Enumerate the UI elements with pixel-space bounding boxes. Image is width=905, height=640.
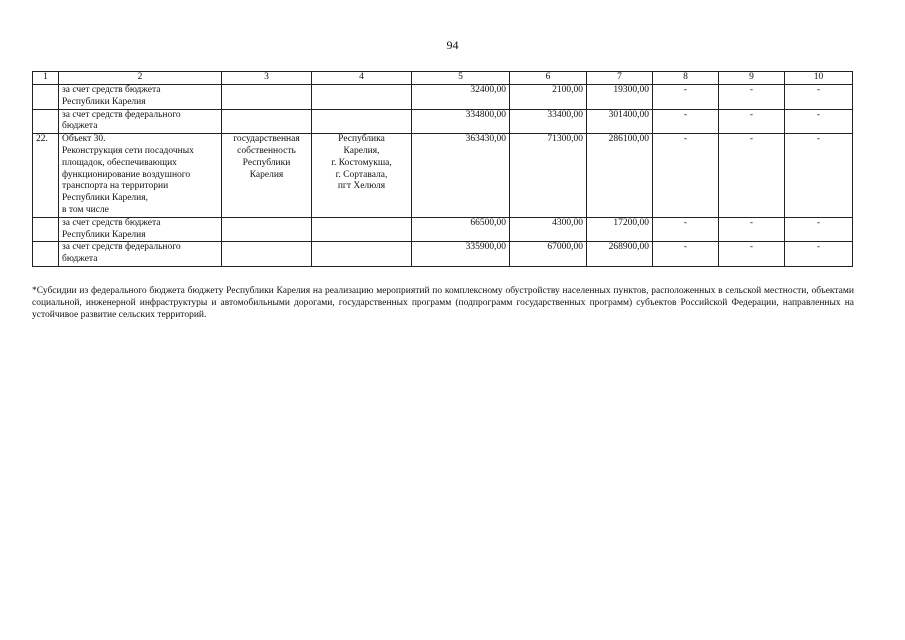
row-number-cell: 22.: [33, 134, 59, 218]
page-number: 94: [446, 38, 459, 52]
table-row: [33, 242, 853, 267]
row-number-cell: [33, 109, 59, 134]
row-value-cell: 4300,00: [510, 217, 587, 242]
row-value-cell: -: [719, 242, 785, 267]
table-row: [33, 85, 853, 110]
row-ownership-cell: [222, 217, 312, 242]
column-header: 6: [510, 72, 587, 85]
row-name-cell: за счет средств бюджета Республики Карелия: [59, 85, 222, 110]
row-location-cell: [312, 217, 412, 242]
row-value-cell: -: [785, 242, 853, 267]
row-value-cell: 335900,00: [412, 242, 510, 267]
table-header-row: [33, 72, 853, 85]
column-header: 9: [719, 72, 785, 85]
budget-table: [32, 71, 853, 267]
column-header: 8: [653, 72, 719, 85]
row-value-cell: -: [719, 217, 785, 242]
column-header: 5: [412, 72, 510, 85]
row-ownership-cell: [222, 85, 312, 110]
row-value-cell: -: [785, 217, 853, 242]
column-header: 7: [587, 72, 653, 85]
row-value-cell: 2100,00: [510, 85, 587, 110]
table-row: [33, 109, 853, 134]
row-ownership-cell: [222, 109, 312, 134]
row-number-cell: [33, 85, 59, 110]
row-value-cell: -: [719, 134, 785, 218]
row-value-cell: 286100,00: [587, 134, 653, 218]
row-value-cell: 67000,00: [510, 242, 587, 267]
row-value-cell: -: [785, 109, 853, 134]
row-ownership-cell: государственная собственность Республики Карелия: [222, 134, 312, 218]
row-value-cell: -: [653, 85, 719, 110]
table-row: [33, 217, 853, 242]
row-ownership-cell: [222, 242, 312, 267]
row-value-cell: 363430,00: [412, 134, 510, 218]
row-name-cell: за счет средств федерального бюджета: [59, 242, 222, 267]
row-value-cell: 19300,00: [587, 85, 653, 110]
row-value-cell: 334800,00: [412, 109, 510, 134]
row-value-cell: 17200,00: [587, 217, 653, 242]
row-location-cell: [312, 109, 412, 134]
column-header: 4: [312, 72, 412, 85]
row-name-cell: Объект 30. Реконструкция сети посадочных площадок, обеспечивающих функционирование воздушного транспорта на территории Республики Карелия, в том числе: [59, 134, 222, 218]
row-value-cell: -: [785, 134, 853, 218]
row-value-cell: -: [653, 217, 719, 242]
table-row: [33, 134, 853, 218]
row-value-cell: 66500,00: [412, 217, 510, 242]
row-value-cell: 71300,00: [510, 134, 587, 218]
row-name-cell: за счет средств бюджета Республики Карелия: [59, 217, 222, 242]
row-value-cell: 268900,00: [587, 242, 653, 267]
column-header: 3: [222, 72, 312, 85]
row-value-cell: -: [785, 85, 853, 110]
row-number-cell: [33, 242, 59, 267]
row-location-cell: [312, 85, 412, 110]
row-location-cell: Республика Карелия, г. Костомукша, г. Сортавала, пгт Хелюля: [312, 134, 412, 218]
column-header: 10: [785, 72, 853, 85]
row-value-cell: 33400,00: [510, 109, 587, 134]
row-number-cell: [33, 217, 59, 242]
row-value-cell: 301400,00: [587, 109, 653, 134]
row-location-cell: [312, 242, 412, 267]
row-name-cell: за счет средств федерального бюджета: [59, 109, 222, 134]
column-header: 2: [59, 72, 222, 85]
row-value-cell: 32400,00: [412, 85, 510, 110]
row-value-cell: -: [719, 85, 785, 110]
row-value-cell: -: [653, 134, 719, 218]
footnote: *Субсидии из федерального бюджета бюджету Республики Карелия на реализацию мероприятий по комплексному обустройству населенных пунктов, расположенных в сельской местности, объектами социальной, инженерной инфраструктуры и автомобильными дорогами, государственных программ (подпрограмм государственных программ) субъектов Российской Федерации, направленных на устойчивое развитие сельских территорий.: [32, 286, 854, 320]
row-value-cell: -: [653, 109, 719, 134]
column-header: 1: [33, 72, 59, 85]
row-value-cell: -: [719, 109, 785, 134]
row-value-cell: -: [653, 242, 719, 267]
